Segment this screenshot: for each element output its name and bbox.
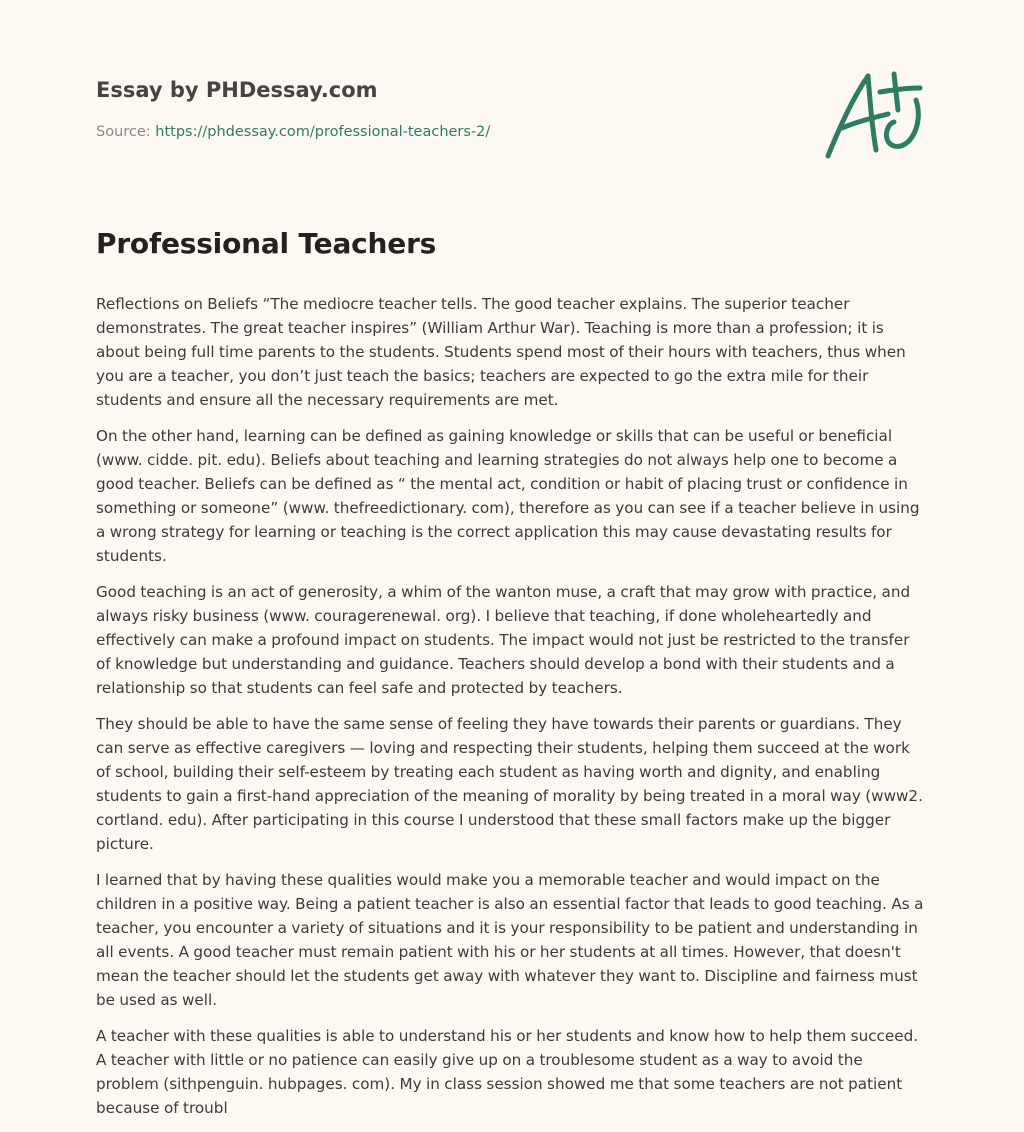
source-line bbox=[96, 122, 796, 142]
essay-paragraph: Reflections on Beliefs “The mediocre teacher tells. The good teacher explains. The superior teacher demonstrates. The great teacher inspires” (William Arthur War). Teaching is more than a profession; it is about being full time parents to the students. Students spend most of their hours with teachers, thus when you are a teacher, you don’t just teach the basics; teachers are expected to go the extra mile for their students and ensure all the necessary requirements are met. bbox=[96, 295, 906, 409]
essay-paragraph: On the other hand, learning can be defined as gaining knowledge or skills that can be useful or beneficial (www. cidde. pit. edu). Beliefs about teaching and learning strategies do not always help one to become a good teacher. Beliefs can be defined as “ the mental act, condition or habit of placing trust or confidence in something or someone” (www. thefreedictionary. com), therefore as you can see if a teacher believe in using a wrong strategy for learning or teaching is the correct application this may cause devastating results for students. bbox=[96, 427, 920, 565]
essay-paragraph: A teacher with these qualities is able to understand his or her students and know how to help them succeed. A teacher with little or no patience can easily give up on a troublesome student as a way to avoid the problem (sithpenguin. hubpages. com). My in class session showed me that some teachers are not patient because of troubl bbox=[96, 1027, 919, 1117]
essay-paragraph: Good teaching is an act of generosity, a whim of the wanton muse, a craft that may grow with practice, and always risky business (www. couragerenewal. org). I believe that teaching, if done wholeheartedly and effectively can make a profound impact on students. The impact would not just be restricted to the transfer of knowledge but understanding and guidance. Teachers should develop a bond with their students and a relationship so that students can feel safe and protected by teachers. bbox=[96, 583, 911, 697]
essay-paragraph: They should be able to have the same sense of feeling they have towards their parents or guardians. They can serve as effective caregivers — loving and respecting their students, helping them succeed at the work of school, building their self-esteem by treating each student as having worth and dignity, and enabling students to gain a first-hand appreciation of the meaning of morality by being treated in a moral way (www2. cortland. edu). After participating in this course I understood that these small factors make up the bigger picture. bbox=[96, 715, 923, 853]
page-header bbox=[96, 76, 796, 142]
site-title: Essay by PHDessay.com bbox=[96, 78, 378, 102]
source-link[interactable]: https://phdessay.com/professional-teachers-2/ bbox=[155, 124, 491, 140]
a-plus-logo-icon bbox=[820, 66, 930, 166]
essay-paragraph: I learned that by having these qualities would make you a memorable teacher and would impact on the children in a positive way. Being a patient teacher is also an essential factor that leads to good teaching. As a teacher, you encounter a variety of situations and it is your responsibility to be patient and understanding in all events. A good teacher must remain patient with his or her students at all times. However, that doesn't mean the teacher should let the students get away with whatever they want to. Discipline and fairness must be used as well. bbox=[96, 871, 924, 1009]
page-title: Professional Teachers bbox=[96, 227, 437, 260]
source-label: Source: bbox=[96, 124, 156, 140]
essay-content bbox=[96, 224, 928, 1132]
